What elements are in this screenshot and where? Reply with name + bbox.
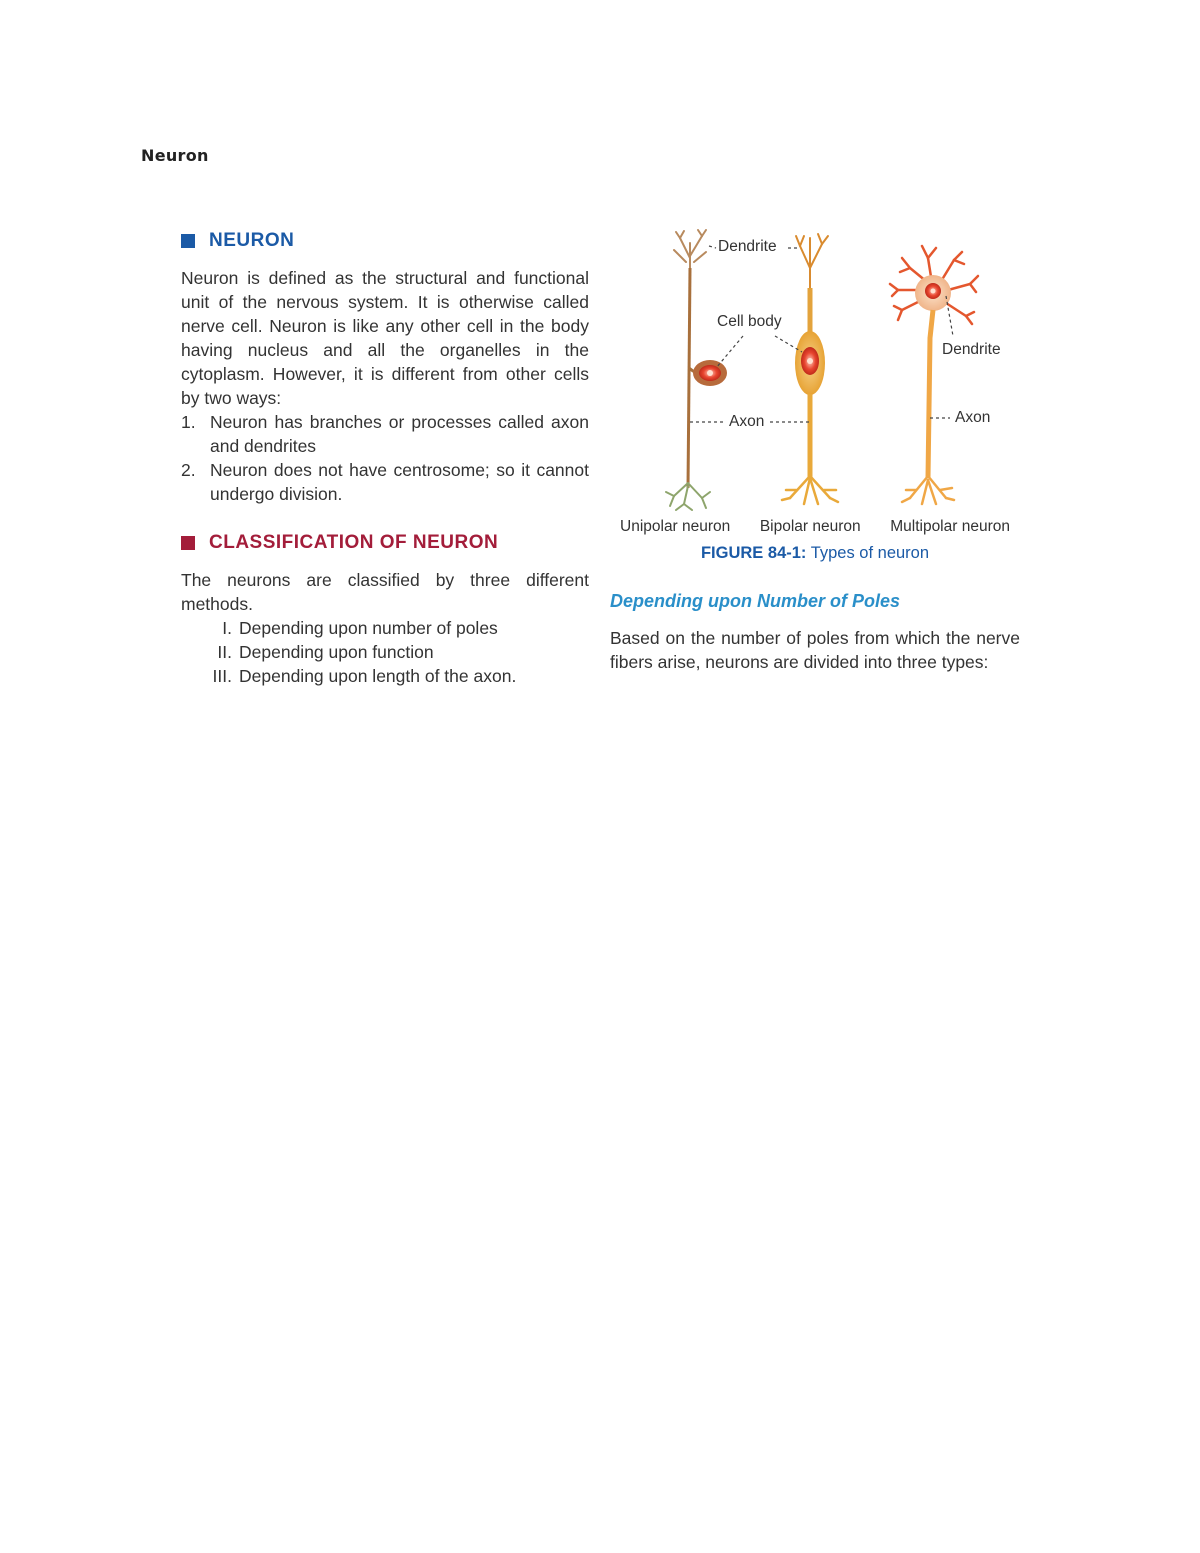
neuron-heading-text: NEURON xyxy=(209,230,295,251)
neuron-types-figure xyxy=(610,228,1020,518)
poles-paragraph: Based on the number of poles from which the nerve fibers arise, neurons are divided into three types: xyxy=(610,628,1020,672)
right-column xyxy=(610,228,1020,674)
neuron-types-illustration xyxy=(610,228,1020,518)
list-item-number: I. xyxy=(222,618,232,638)
figure-caption xyxy=(610,544,1020,563)
neuron-section-heading xyxy=(181,230,589,252)
label-cell-body: Cell body xyxy=(717,313,782,330)
neuron-differences-list xyxy=(181,410,589,506)
figure-caption-number: FIGURE 84-1: xyxy=(700,544,807,562)
label-dendrite-right: Dendrite xyxy=(942,341,1001,358)
classification-heading-text: CLASSIFICATION OF NEURON xyxy=(209,532,499,553)
list-item-number: 2. xyxy=(181,460,196,480)
list-item-text: Depending upon function xyxy=(239,642,434,662)
bipolar-neuron-drawing xyxy=(782,234,838,504)
classification-methods-list xyxy=(181,616,589,688)
label-multipolar: Multipolar neuron xyxy=(890,518,1010,535)
list-item-text: Depending upon length of the axon. xyxy=(239,666,517,686)
neuron-definition-paragraph: Neuron is defined as the structural and functional unit of the nervous system. It is otherwise called nerve cell. Neuron is like any other cell in the body having nucleus and all the organelles in the cytoplasm. However, it is different from other cells by two ways: xyxy=(181,268,589,408)
classification-section-heading xyxy=(181,532,589,554)
list-item-number: III. xyxy=(212,666,232,686)
figure-caption-text: Types of neuron xyxy=(810,544,930,562)
multipolar-neuron-drawing xyxy=(890,246,978,504)
list-item xyxy=(181,410,589,458)
list-item xyxy=(181,664,589,688)
list-item xyxy=(181,458,589,506)
poles-section-heading: Depending upon Number of Poles xyxy=(610,591,901,611)
left-column xyxy=(181,230,589,688)
neuron-type-labels xyxy=(610,518,1020,536)
list-item xyxy=(181,616,589,640)
label-axon-left: Axon xyxy=(729,413,765,430)
list-item-text: Depending upon number of poles xyxy=(239,618,498,638)
label-unipolar: Unipolar neuron xyxy=(620,518,731,535)
label-axon-right: Axon xyxy=(955,409,991,426)
square-bullet-icon xyxy=(181,536,195,550)
square-bullet-icon xyxy=(181,234,195,248)
list-item-text: Neuron has branches or processes called axon and dendrites xyxy=(210,412,589,456)
list-item xyxy=(181,640,589,664)
list-item-text: Neuron does not have centrosome; so it cannot undergo division. xyxy=(210,460,589,504)
list-item-number: II. xyxy=(217,642,232,662)
unipolar-neuron-drawing xyxy=(666,230,727,510)
label-bipolar: Bipolar neuron xyxy=(759,518,861,535)
label-dendrite-top: Dendrite xyxy=(718,238,777,255)
list-item-number: 1. xyxy=(181,412,196,432)
classification-paragraph: The neurons are classified by three different methods. xyxy=(181,570,589,614)
page-title: Neuron xyxy=(141,146,209,165)
